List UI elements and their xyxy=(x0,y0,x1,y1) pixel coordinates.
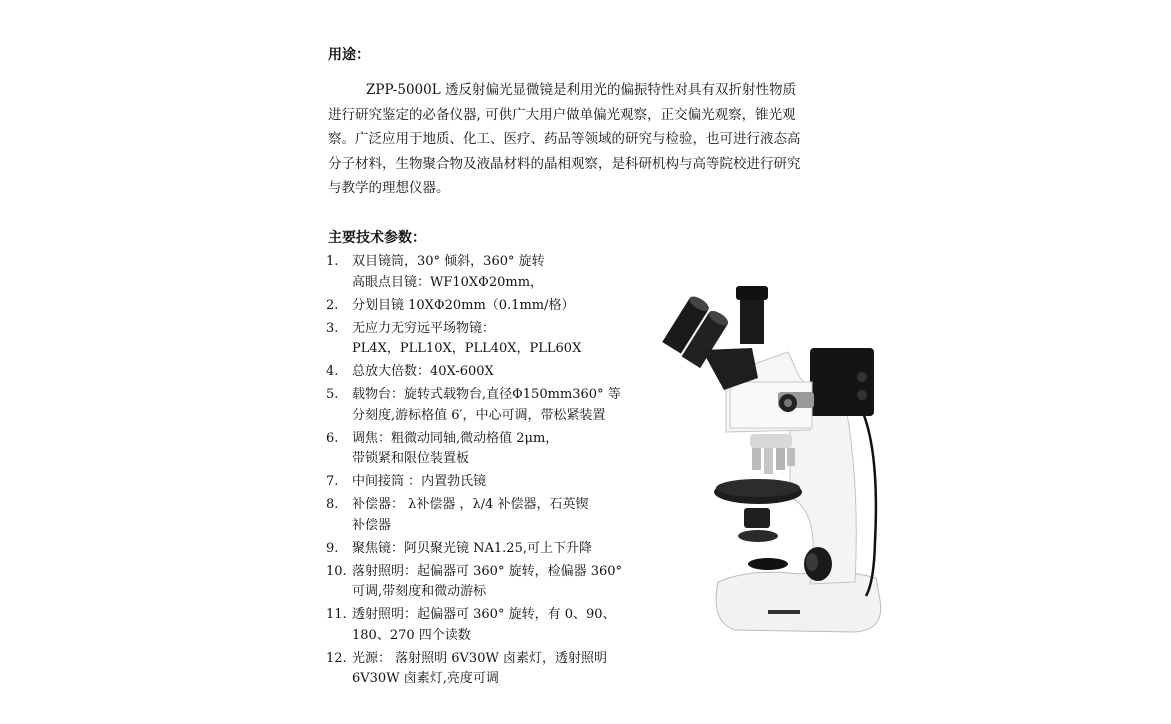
spec-item xyxy=(326,649,646,690)
spec-heading: 主要技术参数： xyxy=(328,230,426,246)
spec-text: 可调,带刻度和微动游标 xyxy=(352,584,487,599)
spec-item xyxy=(326,562,646,603)
usage-line: 进行研究鉴定的必备仪器, 可供广大用户做单偏光观察，正交偏光观察，锥光观 xyxy=(328,106,796,123)
spec-item xyxy=(326,429,646,470)
spec-text: 透射照明：起偏器可 360° 旋转，有 0、90、 xyxy=(352,607,616,622)
spec-text: 光源： 落射照明 6V30W 卤素灯，透射照明 xyxy=(352,650,607,666)
spec-item xyxy=(326,495,646,536)
spec-item xyxy=(326,385,646,426)
spec-number: 11. xyxy=(326,607,347,622)
usage-heading: 用途： xyxy=(328,47,370,63)
usage-line: ZPP-5000L 透反射偏光显微镜是利用光的偏振特性对具有双折射性物质 xyxy=(366,82,796,98)
spec-text: 补偿器： λ补偿器 ，λ/4 补偿器，石英锲 xyxy=(352,497,589,512)
spec-text: 调焦：粗微动同轴,微动格值 2μm， xyxy=(352,430,559,446)
spec-text: 带锁紧和限位装置板 xyxy=(352,451,470,466)
spec-text: 补偿器 xyxy=(352,517,392,533)
spec-text: 落射照明：起偏器可 360° 旋转，检偏器 360° xyxy=(352,563,623,579)
microscope-image xyxy=(640,282,900,642)
spec-item xyxy=(326,362,646,383)
spec-number: 1. xyxy=(326,254,339,269)
spec-text: 6V30W 卤素灯,亮度可调 xyxy=(352,671,499,686)
spec-list xyxy=(326,252,646,692)
spec-text: 分划目镜 10XΦ20mm（0.1mm/格） xyxy=(352,297,575,313)
spec-text: 总放大倍数：40X-600X xyxy=(352,364,494,379)
spec-number: 9. xyxy=(326,540,339,556)
spec-text: 无应力无穷远平场物镜： xyxy=(352,320,496,336)
spec-number: 8. xyxy=(326,497,339,512)
spec-text: PL4X，PLL10X，PLL40X，PLL60X xyxy=(352,341,582,356)
usage-line: 察。广泛应用于地质、化工、医疗、药品等领域的研究与检验，也可进行液态高 xyxy=(328,131,801,147)
spec-item xyxy=(326,319,646,360)
spec-number: 12. xyxy=(326,650,347,666)
spec-item xyxy=(326,605,646,646)
spec-text: 高眼点目镜：WF10XΦ20mm， xyxy=(352,274,544,290)
spec-text: 中间接筒 ：内置勃氏镜 xyxy=(352,474,487,489)
spec-number: 5. xyxy=(326,387,339,402)
spec-item xyxy=(326,539,646,560)
spec-number: 6. xyxy=(326,430,339,446)
microscope-base xyxy=(716,572,881,632)
spec-item xyxy=(326,472,646,493)
usage-paragraph xyxy=(328,78,828,201)
spec-number: 3. xyxy=(326,320,339,336)
spec-text: 分刻度,游标格值 6′，中心可调，带松紧装置 xyxy=(352,407,606,423)
spec-text: 双目镜筒，30° 倾斜，360° 旋转 xyxy=(352,254,545,269)
spec-text: 180、270 四个读数 xyxy=(352,627,471,643)
usage-line: 与教学的理想仪器。 xyxy=(328,180,450,196)
spec-number: 4. xyxy=(326,364,339,379)
spec-text: 载物台：旋转式载物台,直径Φ150mm360° 等 xyxy=(352,387,621,402)
spec-number: 2. xyxy=(326,297,339,313)
spec-item xyxy=(326,296,646,317)
usage-line: 分子材料，生物聚合物及液晶材料的晶相观察，是科研机构与高等院校进行研究 xyxy=(328,155,801,172)
spec-item xyxy=(326,252,646,293)
spec-number: 7. xyxy=(326,474,339,489)
spec-number: 10. xyxy=(326,563,347,579)
spec-text: 聚焦镜：阿贝聚光镜 NA1.25,可上下升降 xyxy=(352,540,592,556)
lamp-housing xyxy=(810,348,874,416)
